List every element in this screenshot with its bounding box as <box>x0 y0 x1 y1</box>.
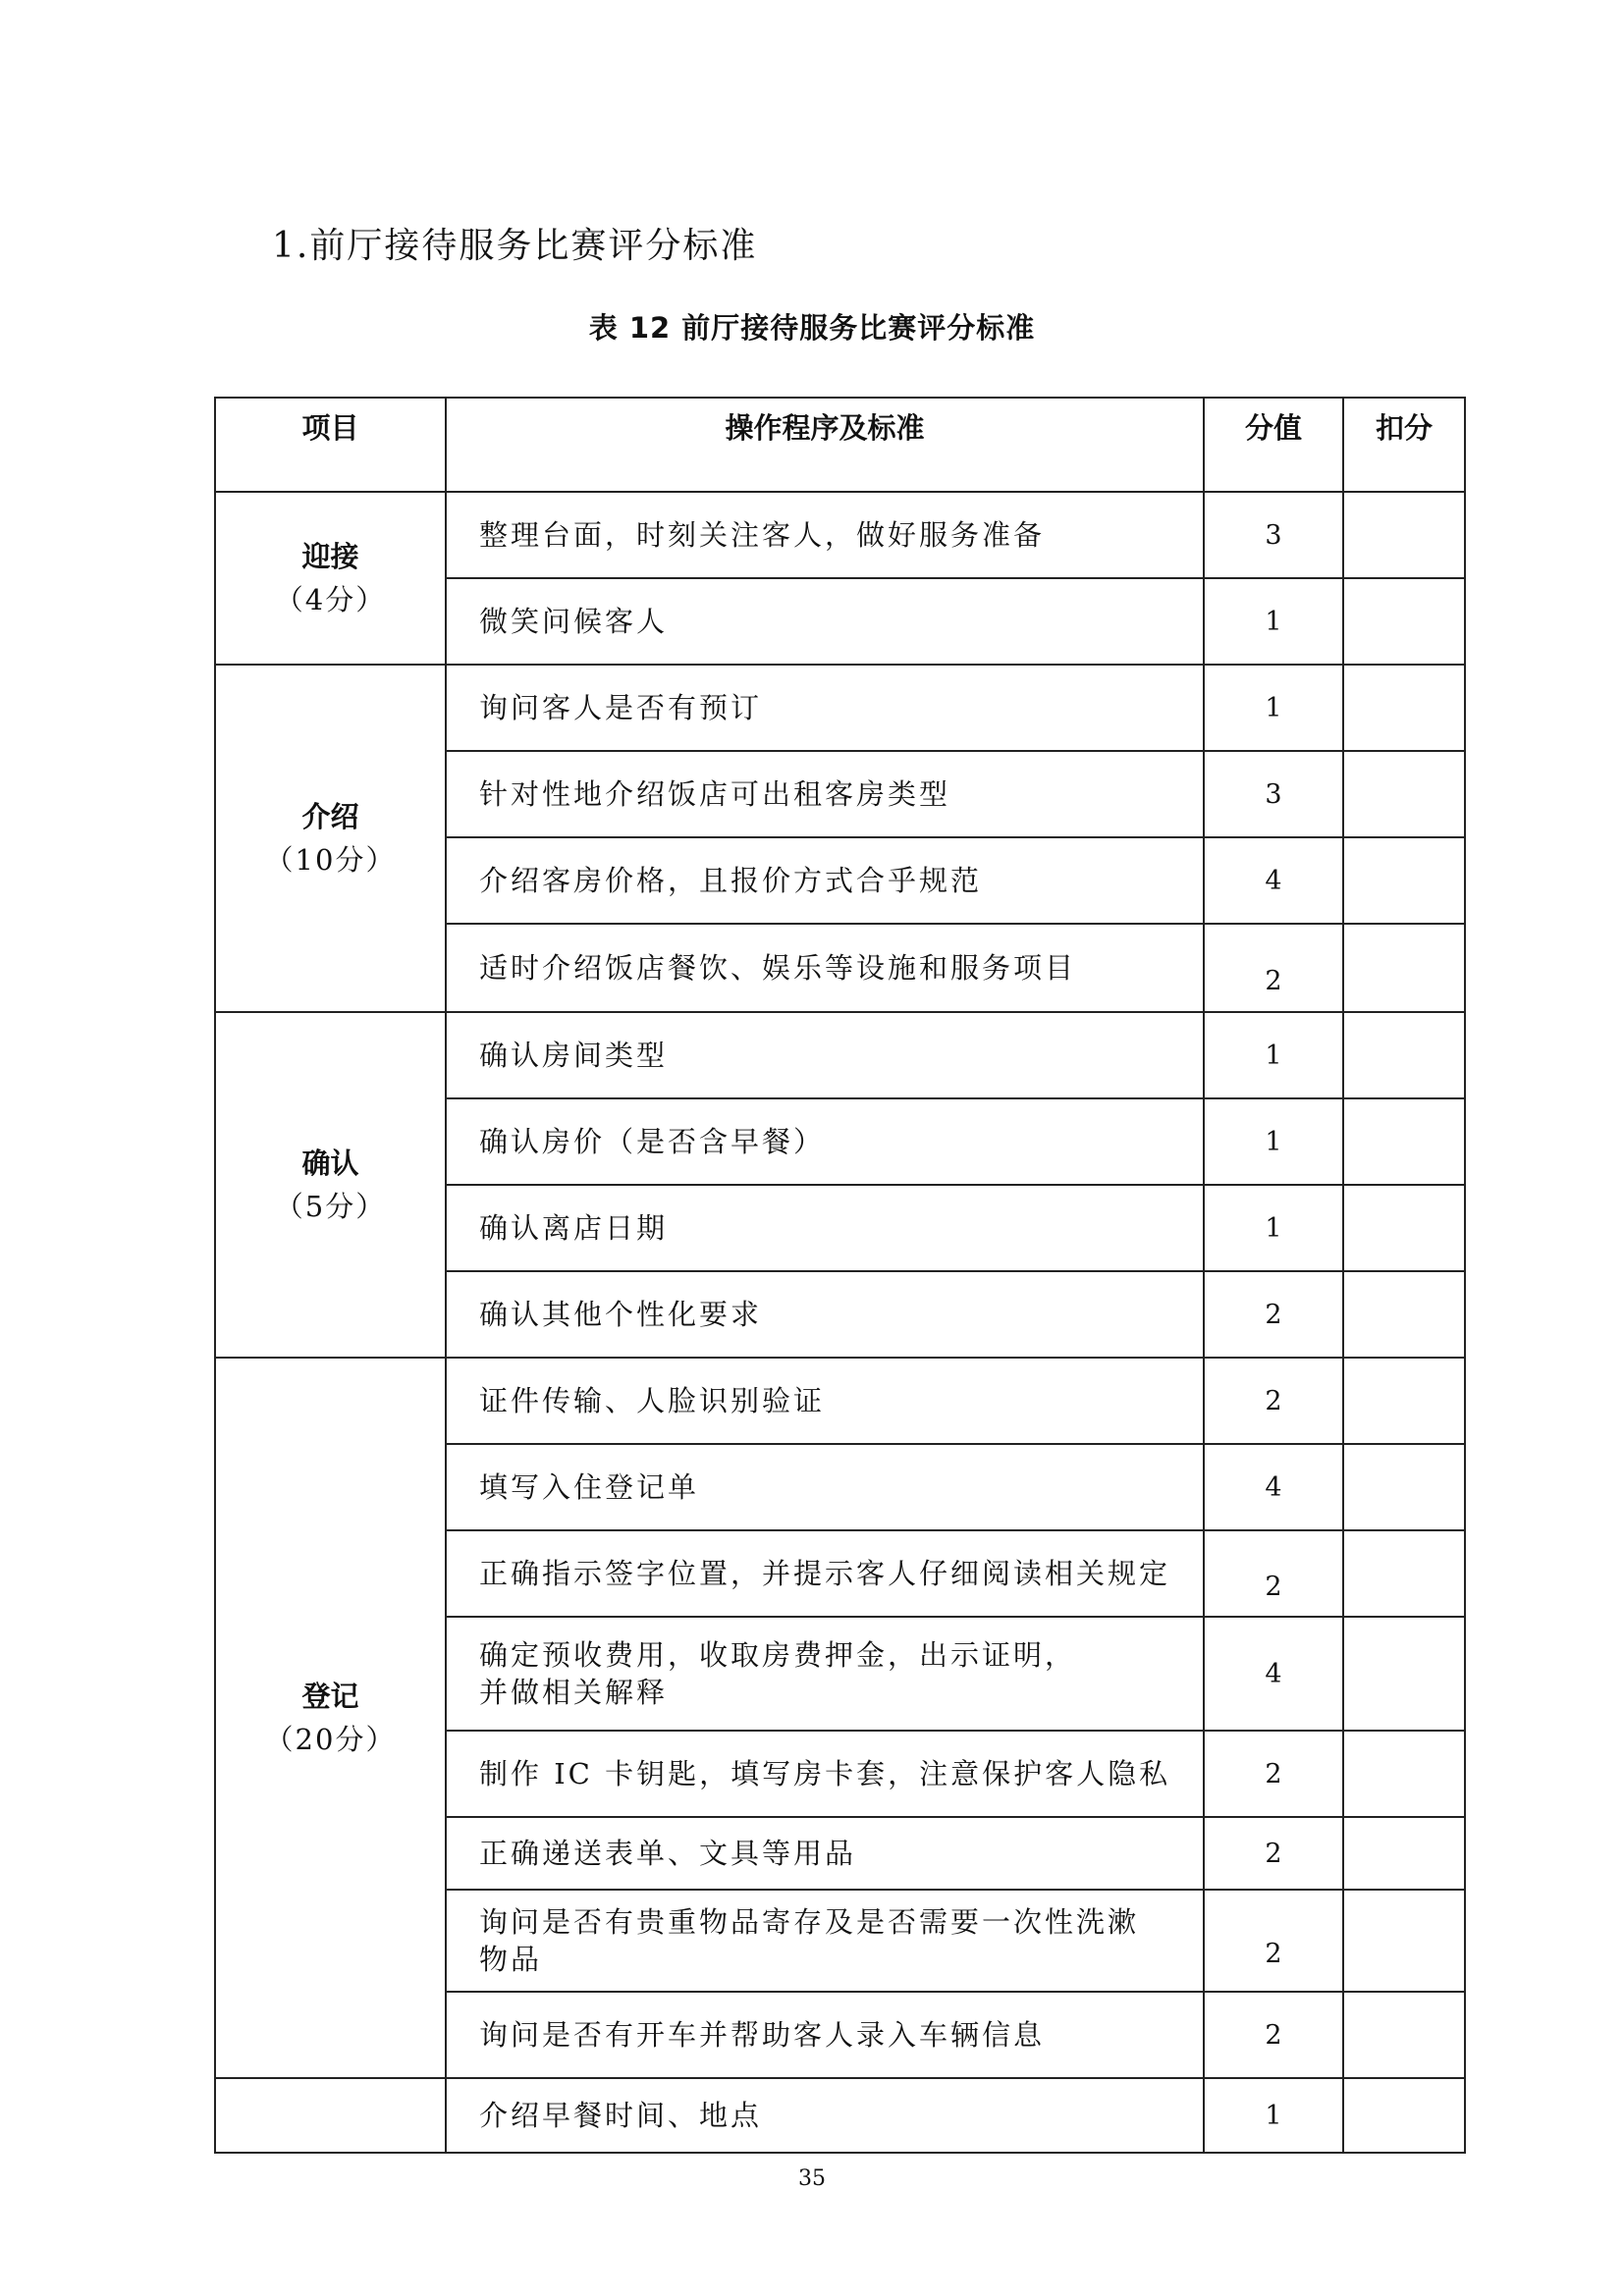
table-header-row <box>215 398 1465 492</box>
score-cell: 2 <box>1204 1731 1343 1817</box>
procedure-cell <box>446 1012 1204 1098</box>
procedure-text: 正确递送表单、文具等用品 <box>479 1837 857 1870</box>
procedure-text: 确认房价（是否含早餐） <box>479 1125 826 1158</box>
score-cell: 1 <box>1204 1185 1343 1271</box>
category-cell <box>215 492 446 665</box>
table-body <box>215 492 1465 2153</box>
category-label: 迎接 <box>301 540 359 573</box>
procedure-cell <box>446 492 1204 578</box>
category-cell <box>215 1358 446 2078</box>
deduction-cell <box>1343 1098 1465 1185</box>
score-cell: 4 <box>1204 1617 1343 1731</box>
deduction-cell <box>1343 1530 1465 1617</box>
procedure-cell <box>446 1617 1204 1731</box>
deduction-cell <box>1343 1617 1465 1731</box>
table-row <box>215 1358 1465 1444</box>
header-score: 分值 <box>1204 398 1343 492</box>
procedure-cell <box>446 924 1204 1012</box>
procedure-text: 介绍早餐时间、地点 <box>479 2099 763 2132</box>
category-points: （5分） <box>274 1190 387 1223</box>
category-points: （20分） <box>264 1723 397 1756</box>
procedure-text: 确认其他个性化要求 <box>479 1298 763 1331</box>
deduction-cell <box>1343 837 1465 924</box>
header-procedure: 操作程序及标准 <box>446 398 1204 492</box>
procedure-cell <box>446 1185 1204 1271</box>
score-cell: 1 <box>1204 1012 1343 1098</box>
header-category: 项目 <box>215 398 446 492</box>
procedure-cell <box>446 1890 1204 1992</box>
deduction-cell <box>1343 2078 1465 2153</box>
procedure-cell <box>446 751 1204 837</box>
deduction-cell <box>1343 1817 1465 1890</box>
score-cell: 3 <box>1204 492 1343 578</box>
procedure-cell <box>446 665 1204 751</box>
scoring-table <box>214 397 1466 2154</box>
deduction-cell <box>1343 578 1465 665</box>
table-caption: 表 12 前厅接待服务比赛评分标准 <box>588 311 1036 345</box>
score-cell: 2 <box>1204 1817 1343 1890</box>
procedure-cell <box>446 1731 1204 1817</box>
category-label: 登记 <box>301 1680 359 1713</box>
procedure-cell <box>446 837 1204 924</box>
table-row <box>215 492 1465 578</box>
category-label: 介绍 <box>301 800 359 833</box>
procedure-text: 制作 IC 卡钥匙，填写房卡套，注意保护客人隐私 <box>479 1757 1171 1790</box>
score-cell: 2 <box>1204 1271 1343 1358</box>
procedure-cell <box>446 1992 1204 2078</box>
score-cell: 2 <box>1204 1992 1343 2078</box>
procedure-text: 适时介绍饭店餐饮、娱乐等设施和服务项目 <box>479 951 1077 985</box>
deduction-cell <box>1343 1271 1465 1358</box>
procedure-text: 确定预收费用，收取房费押金，出示证明， <box>479 1638 1077 1672</box>
procedure-text: 针对性地介绍饭店可出租客房类型 <box>479 777 951 811</box>
deduction-cell <box>1343 1992 1465 2078</box>
header-deduction: 扣分 <box>1343 398 1465 492</box>
procedure-cell <box>446 1530 1204 1617</box>
score-cell: 4 <box>1204 1444 1343 1530</box>
deduction-cell <box>1343 924 1465 1012</box>
category-cell <box>215 665 446 1012</box>
table-row <box>215 665 1465 751</box>
procedure-text-continued: 物品 <box>479 1943 543 1976</box>
procedure-text: 正确指示签字位置，并提示客人仔细阅读相关规定 <box>479 1557 1171 1590</box>
procedure-cell <box>446 578 1204 665</box>
procedure-text: 询问是否有开车并帮助客人录入车辆信息 <box>479 2018 1046 2052</box>
score-cell: 1 <box>1204 1098 1343 1185</box>
score-cell: 2 <box>1204 1890 1343 1992</box>
procedure-text: 确认房间类型 <box>479 1039 669 1072</box>
procedure-cell <box>446 1271 1204 1358</box>
procedure-text: 询问客人是否有预订 <box>479 691 763 724</box>
deduction-cell <box>1343 751 1465 837</box>
procedure-text: 证件传输、人脸识别验证 <box>479 1384 826 1417</box>
deduction-cell <box>1343 1731 1465 1817</box>
procedure-text: 询问是否有贵重物品寄存及是否需要一次性洗漱 <box>479 1905 1140 1939</box>
procedure-cell <box>446 1444 1204 1530</box>
procedure-text: 微笑问候客人 <box>479 605 669 638</box>
procedure-text: 填写入住登记单 <box>479 1470 700 1504</box>
procedure-cell <box>446 1098 1204 1185</box>
deduction-cell <box>1343 665 1465 751</box>
procedure-text: 确认离店日期 <box>479 1211 669 1245</box>
score-cell: 2 <box>1204 1530 1343 1617</box>
table-row <box>215 2078 1465 2153</box>
section-heading: 1.前厅接待服务比赛评分标准 <box>272 226 758 266</box>
score-cell: 1 <box>1204 2078 1343 2153</box>
procedure-cell <box>446 1817 1204 1890</box>
score-cell: 2 <box>1204 1358 1343 1444</box>
score-cell: 2 <box>1204 924 1343 1012</box>
deduction-cell <box>1343 1444 1465 1530</box>
procedure-cell <box>446 2078 1204 2153</box>
procedure-cell <box>446 1358 1204 1444</box>
category-cell <box>215 2078 446 2153</box>
procedure-text: 介绍客房价格，且报价方式合乎规范 <box>479 864 983 897</box>
score-cell: 4 <box>1204 837 1343 924</box>
category-points: （10分） <box>264 843 397 877</box>
score-cell: 1 <box>1204 665 1343 751</box>
score-cell: 1 <box>1204 578 1343 665</box>
deduction-cell <box>1343 1358 1465 1444</box>
deduction-cell <box>1343 1012 1465 1098</box>
deduction-cell <box>1343 1185 1465 1271</box>
procedure-text-continued: 并做相关解释 <box>479 1676 669 1709</box>
deduction-cell <box>1343 492 1465 578</box>
deduction-cell <box>1343 1890 1465 1992</box>
score-cell: 3 <box>1204 751 1343 837</box>
procedure-text: 整理台面，时刻关注客人，做好服务准备 <box>479 518 1046 552</box>
page-number: 35 <box>798 2166 826 2191</box>
category-label: 确认 <box>301 1147 359 1180</box>
category-cell <box>215 1012 446 1358</box>
category-points: （4分） <box>274 583 387 616</box>
table-row <box>215 1012 1465 1098</box>
